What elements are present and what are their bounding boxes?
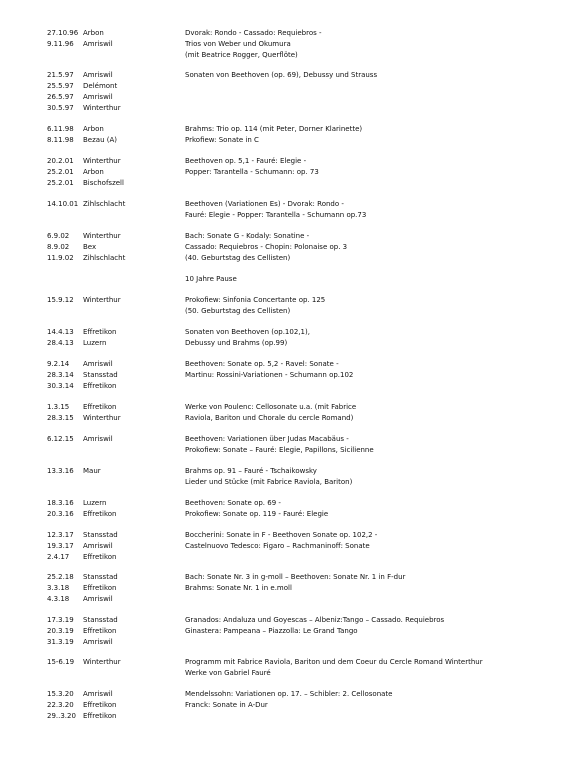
concert-date: 22.3.20 [47,701,74,709]
concert-entry [47,466,547,488]
concert-date: 3.3.18 [47,584,70,592]
concert-place: Delémont [83,82,118,90]
program-text: Castelnuovo Tedesco: Figaro – Rachmaninoff: Sonate [185,542,370,550]
entry-line [47,92,547,103]
concert-date: 17.3.19 [47,616,74,624]
concert-date: 1.3.15 [47,403,70,411]
entry-line [47,477,547,488]
concert-place: Stansstad [83,616,118,624]
concert-date: 31.3.19 [47,638,74,646]
concert-place: Luzern [83,339,107,347]
program-text: Lieder und Stücke (mit Fabrice Raviola, Bariton) [185,478,353,486]
entry-line [47,541,547,552]
concert-place: Amriswil [83,638,113,646]
concert-date: 6.9.02 [47,232,70,240]
program-text: Bach: Sonate Nr. 3 in g-moll – Beethoven: Sonate Nr. 1 in F-dur [185,573,406,581]
program-text: Prokofiew: Sonate – Fauré: Elegie, Papillons, Sicilienne [185,446,374,454]
entry-line [47,135,547,146]
program-text: Werke von Poulenc: Cellosonate u.a. (mit Fabrice [185,403,357,411]
program-text: Raviola, Bariton und Chorale du cercle Romand) [185,414,354,422]
concert-date: 20.3.16 [47,510,74,518]
program-text: Beethoven (Variationen Es) - Dvorak: Rondo - [185,200,344,208]
entry-line [47,434,547,445]
concert-date: 29..3.20 [47,712,76,720]
concert-place: Bex [83,243,97,251]
entry-line [47,626,547,637]
entry-line [47,381,547,392]
concert-date: 6.11.98 [47,125,74,133]
concert-date: 4.3.18 [47,595,70,603]
concert-entry [47,689,547,722]
concert-place: Amriswil [83,360,113,368]
concert-place: Amriswil [83,595,113,603]
entry-line [47,498,547,509]
concert-place: Arbon [83,168,104,176]
program-text: Dvorak: Rondo - Cassado: Requiebros - [185,29,322,37]
concert-place: Effretikon [83,701,117,709]
concert-place: Bezau (A) [83,136,117,144]
entry-line [47,552,547,563]
concert-date: 30.3.14 [47,382,74,390]
concert-entry [47,434,547,456]
entry-line [47,530,547,541]
concert-entry [47,615,547,648]
concert-date: 14.10.01 [47,200,79,208]
concert-date: 21.5.97 [47,71,74,79]
entry-line [47,167,547,178]
entry-line [47,359,547,370]
concert-entry [47,199,547,221]
concert-date: 8.9.02 [47,243,70,251]
entry-line [47,509,547,520]
concert-place: Zihlschlacht [83,200,126,208]
entry-line [47,466,547,477]
entry-line [47,583,547,594]
program-text: Brahms op. 91 – Fauré - Tschaikowsky [185,467,317,475]
entry-line [47,124,547,135]
entry-line [47,700,547,711]
program-text: Beethoven: Sonate op. 69 - [185,499,281,507]
concert-date: 25.2.01 [47,179,74,187]
concert-place: Effretikon [83,584,117,592]
concert-place: Winterthur [83,104,121,112]
program-text: Martinu: Rossini-Variationen - Schumann op.102 [185,371,354,379]
concert-date: 15-6.19 [47,658,75,666]
entry-line [47,295,547,306]
program-text: Boccherini: Sonate in F - Beethoven Sonate op. 102,2 - [185,531,378,539]
concert-place: Amriswil [83,690,113,698]
entry-line [47,178,547,189]
concert-date: 6.12.15 [47,435,74,443]
program-text: Beethoven: Sonate op. 5,2 - Ravel: Sonate - [185,360,339,368]
concert-entry [47,402,547,424]
concert-date: 11.9.02 [47,254,74,262]
program-text: Fauré: Elegie - Popper: Tarantella - Schumann op.73 [185,211,367,219]
concert-date: 9.2.14 [47,360,70,368]
concert-date: 20.3.19 [47,627,74,635]
concert-date: 18.3.16 [47,499,74,507]
concert-date: 28.3.15 [47,414,74,422]
entry-line [47,327,547,338]
entry-line [47,199,547,210]
concert-entry [47,327,547,349]
concert-place: Zihlschlacht [83,254,126,262]
concert-entry [47,156,547,189]
entry-line [47,231,547,242]
program-text: (mit Beatrice Rogger, Querflöte) [185,51,298,59]
program-text: Mendelssohn: Variationen op. 17. – Schibler: 2. Cellosonate [185,690,393,698]
concert-place: Effretikon [83,382,117,390]
concert-entry [47,28,547,61]
concert-place: Amriswil [83,71,113,79]
program-text: Bach: Sonate G - Kodaly: Sonatine - [185,232,310,240]
concert-date: 28.3.14 [47,371,74,379]
concert-date: 25.5.97 [47,82,74,90]
program-text: Cassado: Requiebros - Chopin: Polonaise op. 3 [185,243,348,251]
entry-line [47,370,547,381]
concert-date: 8.11.98 [47,136,74,144]
entry-line [47,594,547,605]
concert-place: Effretikon [83,403,117,411]
concert-entry [47,124,547,146]
concert-place: Amriswil [83,435,113,443]
program-text: Debussy und Brahms (op.99) [185,339,288,347]
concert-date: 19.3.17 [47,542,74,550]
concert-date: 27.10.96 [47,29,79,37]
concert-place: Maur [83,467,101,475]
concert-place: Amriswil [83,542,113,550]
concert-date: 25.2.01 [47,168,74,176]
concert-place: Arbon [83,125,104,133]
program-text: (40. Geburtstag des Cellisten) [185,254,291,262]
program-text: Sonaten von Beethoven (op.102,1), [185,328,310,336]
concert-place: Amriswil [83,93,113,101]
concert-place: Winterthur [83,157,121,165]
program-text: Beethoven: Variationen über Judas Macabäus - [185,435,349,443]
concert-date: 20.2.01 [47,157,74,165]
concert-date: 13.3.16 [47,467,74,475]
concert-place: Winterthur [83,658,121,666]
entry-line [47,210,547,221]
entry-line [47,242,547,253]
concert-place: Luzern [83,499,107,507]
concert-place: Winterthur [83,414,121,422]
concert-entry [47,530,547,563]
entry-line [47,445,547,456]
program-text: Sonaten von Beethoven (op. 69), Debussy und Strauss [185,71,378,79]
concert-entry [47,572,547,605]
concert-date: 26.5.97 [47,93,74,101]
entry-line [47,711,547,722]
program-text: Franck: Sonate in A-Dur [185,701,268,709]
concert-date: 15.9.12 [47,296,74,304]
concert-entry [47,657,547,679]
concert-entry [47,498,547,520]
entry-line [47,338,547,349]
concert-date: 2.4.17 [47,553,70,561]
program-text: Prokofiew: Sonate op. 119 - Fauré: Elegie [185,510,329,518]
entry-line [47,615,547,626]
entry-line [47,413,547,424]
concert-place: Effretikon [83,553,117,561]
program-text: Ginastera: Pampeana – Piazzolla: Le Grand Tango [185,627,358,635]
concert-place: Stansstad [83,573,118,581]
concert-entry [47,70,547,114]
concert-date: 30.5.97 [47,104,74,112]
program-text: 10 Jahre Pause [185,275,237,283]
concert-date: 25.2.18 [47,573,74,581]
entry-line [47,657,547,668]
entry-line [47,274,547,285]
concert-place: Effretikon [83,627,117,635]
concert-place: Amriswil [83,40,113,48]
concert-date: 9.11.96 [47,40,74,48]
entry-line [47,668,547,679]
program-text: Programm mit Fabrice Raviola, Bariton und dem Coeur du Cercle Romand Winterthur [185,658,483,666]
concert-place: Arbon [83,29,104,37]
concert-place: Effretikon [83,712,117,720]
concert-place: Effretikon [83,510,117,518]
program-text: (50. Geburtstag des Cellisten) [185,307,291,315]
concert-entry [47,274,547,285]
program-text: Popper: Tarantella - Schumann: op. 73 [185,168,319,176]
entry-line [47,81,547,92]
program-text: Werke von Gabriel Fauré [185,669,271,677]
concert-date: 28.4.13 [47,339,74,347]
entry-line [47,689,547,700]
concert-place: Winterthur [83,296,121,304]
entry-line [47,28,547,39]
program-text: Trios von Weber und Okumura [185,40,291,48]
entry-line [47,50,547,61]
program-text: Brahms: Sonate Nr. 1 in e.moll [185,584,292,592]
program-text: Beethoven op. 5,1 - Fauré: Elegie - [185,157,307,165]
entry-line [47,306,547,317]
concert-place: Bischofszell [83,179,124,187]
concert-entry [47,359,547,392]
concert-place: Stansstad [83,531,118,539]
concert-date: 12.3.17 [47,531,74,539]
entry-line [47,572,547,583]
program-text: Brahms: Trio op. 114 (mit Peter, Dorner Klarinette) [185,125,363,133]
entry-line [47,103,547,114]
entry-line [47,637,547,648]
program-text: Prkofiew: Sonate in C [185,136,259,144]
concert-date: 14.4.13 [47,328,74,336]
entry-line [47,156,547,167]
concert-date: 15.3.20 [47,690,74,698]
entry-line [47,39,547,50]
entry-line [47,402,547,413]
concert-place: Effretikon [83,328,117,336]
concert-place: Stansstad [83,371,118,379]
concert-entry [47,231,547,264]
entry-line [47,70,547,81]
concert-place: Winterthur [83,232,121,240]
program-text: Prokofiew: Sinfonia Concertante op. 125 [185,296,326,304]
entry-line [47,253,547,264]
concert-entry [47,295,547,317]
program-text: Granados: Andaluza und Goyescas – Albeniz:Tango – Cassado. Requiebros [185,616,445,624]
